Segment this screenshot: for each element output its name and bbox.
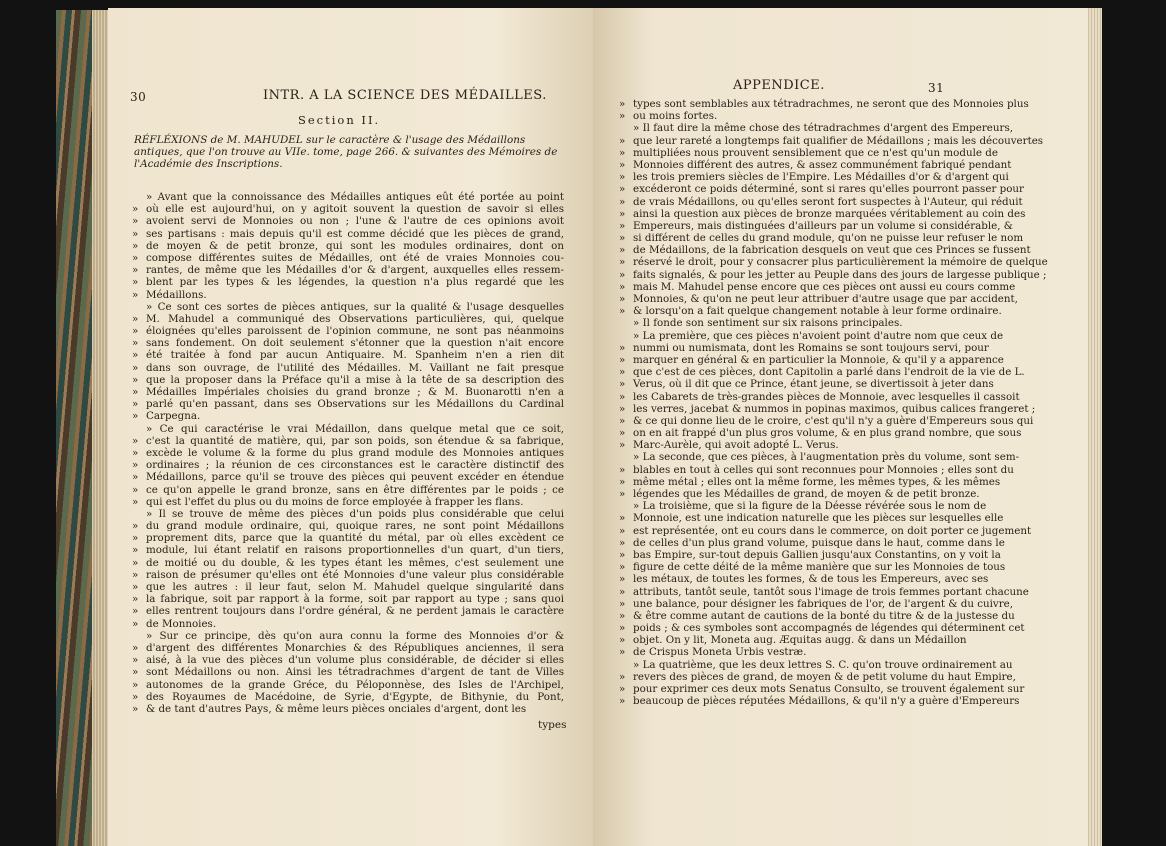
quote-mark: » <box>619 561 626 574</box>
quote-mark: » <box>619 585 626 598</box>
line-text: blables en tout à celles qui sont reconnues pour Monnoies ; elles sont du <box>633 463 1014 476</box>
quote-mark: » <box>132 471 139 484</box>
quote-mark: » <box>132 593 139 606</box>
text-line <box>132 520 564 532</box>
text-line <box>619 500 987 513</box>
text-line <box>619 378 994 391</box>
text-line <box>132 289 564 301</box>
line-text: de celles d'un plus grand volume, puisque dans le haut, comme dans le <box>633 536 1005 549</box>
text-line <box>619 609 1015 622</box>
line-text: aisé, à la vue des pièces d'un volume plus considérable, de décider si elles <box>146 654 564 667</box>
quote-mark: » <box>619 305 626 318</box>
quote-mark: » <box>132 654 139 667</box>
quote-mark: » <box>619 110 626 123</box>
text-line <box>619 402 1036 415</box>
line-text: objet. On y lit, Moneta aug. Æquitas augg. & dans un Médaillon <box>633 634 967 647</box>
text-line <box>132 215 564 227</box>
quote-mark: » <box>619 463 626 476</box>
line-text: Médaillons. <box>146 288 207 301</box>
line-text: qui est l'effet du plus ou du moins de force employée à frapper les flans. <box>146 495 524 508</box>
line-text: Monnoie, est une indication naturelle que les pièces sur lesquelles elle <box>633 512 1004 525</box>
quote-mark: » <box>619 207 626 220</box>
line-text: ce qu'on appelle le grand bronze, sans en être différentes par le poids ; ce <box>146 483 564 496</box>
line-text: proprement dits, parce que la quantité du métal, par où elles excèdent ce <box>146 532 564 545</box>
line-text: Empereurs, mais distinguées d'ailleurs par un volume si considérable, & <box>633 219 1013 232</box>
quote-mark: » <box>619 378 626 391</box>
left-running-head: INTR. A LA SCIENCE DES MÉDAILLES. <box>263 88 547 103</box>
text-line <box>132 374 564 386</box>
text-line <box>619 390 1020 403</box>
right-page-edges <box>1088 8 1102 846</box>
text-line <box>619 634 967 647</box>
quote-mark: » <box>619 98 626 110</box>
text-line <box>619 195 1023 208</box>
line-text: d'argent des différentes Monarchies & des Républiques anciennes, il sera <box>146 641 564 654</box>
line-text: que la proposer dans la Préface qu'il a mise à la tête de sa description des <box>146 373 564 386</box>
quote-mark: » <box>619 341 626 354</box>
text-line <box>619 585 1029 598</box>
quote-mark: » <box>132 556 139 569</box>
text-line <box>619 548 1001 561</box>
text-line <box>132 459 564 471</box>
line-text: M. Mahudel a communiqué des Observations particulières, qui, quelque <box>146 312 564 325</box>
left-body-text <box>132 191 564 715</box>
right-body-text <box>619 98 1048 708</box>
quote-mark: » <box>619 683 626 695</box>
line-text: ainsi la question aux pièces de bronze marquées véritablement au coin des <box>633 207 1026 220</box>
quote-mark: » <box>132 459 139 472</box>
text-line <box>619 439 953 451</box>
quote-mark: » <box>619 597 626 610</box>
quote-mark: » <box>619 695 626 708</box>
line-text: légendes que les Médailles de grand, de moyen & de petit bronze. <box>633 488 980 500</box>
line-text: dans son ouvrage, de l'utilité des Médailles. M. Vaillant ne fait presque <box>146 361 564 374</box>
line-text: & ce qui donne lieu de le croire, c'est qu'il n'y a guère d'Empereurs sous qui <box>633 414 1034 427</box>
text-line <box>619 207 1026 220</box>
text-line <box>619 427 1022 440</box>
text-line <box>132 666 564 678</box>
quote-mark: » <box>132 495 139 508</box>
quote-mark: » <box>619 280 626 293</box>
line-text: une balance, pour désigner les fabriques de l'or, de l'argent & du cuivre, <box>633 597 1014 610</box>
quote-mark: » <box>619 293 626 305</box>
text-line <box>132 276 564 288</box>
text-line <box>619 232 1024 245</box>
quote-mark: » <box>132 666 139 679</box>
text-line <box>619 463 1014 476</box>
quote-mark: » <box>619 366 626 379</box>
line-text: est représentée, ont eu cours dans le commerce, on doit porter ce jugement <box>633 524 1032 537</box>
line-text: » La seconde, que ces pièces, à l'augmentation près du volume, sont sem- <box>633 451 1020 464</box>
quote-mark: » <box>132 434 139 447</box>
quote-mark: » <box>619 524 626 537</box>
line-text: Médailles Impériales choisies du grand bronze ; & M. Buonarotti n'en a <box>146 386 564 398</box>
text-line <box>132 581 564 593</box>
line-text: ou moins fortes. <box>633 110 718 123</box>
text-line <box>132 654 564 666</box>
line-text: » Avant que la connoissance des Médailles antiques eût été portée au point <box>146 191 564 203</box>
line-text: les Cabarets de très-grandes pièces de Monnoie, avec lesquelles il cassoit <box>633 390 1020 403</box>
quote-mark: » <box>619 353 626 366</box>
quote-mark: » <box>132 312 139 325</box>
text-line <box>619 622 1025 635</box>
text-line <box>619 305 1002 318</box>
line-text: les métaux, de toutes les formes, & de tous les Empereurs, avec ses <box>633 573 989 586</box>
quote-mark: » <box>619 171 626 184</box>
quote-mark: » <box>619 548 626 561</box>
text-line <box>619 341 989 354</box>
text-line <box>619 597 1014 610</box>
quote-mark: » <box>619 268 626 281</box>
text-line <box>619 256 1048 269</box>
quote-mark: » <box>132 410 139 423</box>
quote-mark: » <box>132 483 139 496</box>
line-text: de moyen & de petit bronze, qui sont les modules ordinaires, dont on <box>146 239 564 252</box>
text-line <box>619 293 1018 305</box>
line-text: excède le volume & la forme du plus grand module des Monnoies antiques <box>146 446 564 459</box>
right-page <box>593 8 1088 846</box>
line-text: réservé le droit, pour y consacrer plus particulièrement la mémoire de quelque <box>633 256 1048 269</box>
line-text: & de tant d'autres Pays, & même leurs pièces onciales d'argent, dont les <box>146 702 527 715</box>
left-page <box>108 8 593 846</box>
text-line <box>619 317 953 329</box>
text-line <box>132 447 564 459</box>
line-text: de vrais Médaillons, ou qu'elles seront fort suspectes à l'Auteur, qui réduit <box>633 195 1023 208</box>
text-line <box>132 679 564 691</box>
text-line <box>132 703 564 715</box>
right-running-head: APPENDICE. <box>733 78 825 93</box>
line-text: Monnoies différent des autres, & assez communément fabriqué pendant <box>633 158 1012 171</box>
line-text: les trois premiers siècles de l'Empire. Les Médailles d'or & d'argent qui <box>633 171 1009 184</box>
quote-mark: » <box>132 641 139 654</box>
line-text: elles rentrent toujours dans l'ordre général, & ne perdent jamais le caractère <box>146 605 564 618</box>
line-text: sans fondement. On doit seulement s'étonner que la question n'ait encore <box>146 337 564 350</box>
text-line <box>132 337 564 349</box>
quote-mark: » <box>132 227 139 240</box>
line-text: » Il se trouve de même des pièces d'un poids plus considérable que celui <box>146 507 564 520</box>
text-line <box>619 658 1013 671</box>
text-line <box>619 171 1009 184</box>
text-line <box>132 252 564 264</box>
line-text: ordinaires ; la réunion de ces circonstances est le caractère distinctif des <box>146 459 564 472</box>
line-text: attributs, tantôt seule, tantôt sous l'image de trois femmes portant chacune <box>633 585 1029 598</box>
line-text: du grand module ordinaire, qui, quoique rares, ne sont point Médaillons <box>146 520 564 533</box>
quote-mark: » <box>132 203 139 216</box>
text-line <box>132 240 564 252</box>
quote-mark: » <box>132 276 139 289</box>
quote-mark: » <box>132 349 139 362</box>
line-text: la fabrique, soit par rapport à la forme, soit par rapport au type ; sans quoi <box>146 593 564 606</box>
quote-mark: » <box>619 475 626 488</box>
text-line <box>619 475 1001 488</box>
line-text: été traitée à fond par aucun Antiquaire. M. Spanheim n'en a rien dit <box>146 349 564 362</box>
line-text: » La troisième, que si la figure de la Déesse révérée sous le nom de <box>633 500 987 513</box>
text-line <box>132 569 564 581</box>
catchword: types <box>538 719 567 731</box>
text-line <box>619 183 1024 196</box>
line-text: des Royaumes de Macédoine, de Syrie, d'Egypte, de Bithynie, du Pont, <box>146 690 564 703</box>
line-text: ses partisans : mais depuis qu'il est comme décidé que les pièces de grand, <box>146 227 564 240</box>
line-text: beaucoup de pièces réputées Médaillons, & qu'il n'y a guère d'Empereurs <box>633 695 1020 708</box>
text-line <box>619 451 1020 464</box>
text-line <box>132 642 564 654</box>
quote-mark: » <box>132 544 139 557</box>
line-text: que c'est de ces pièces, dont Capitolin a parlé dans l'endroit de la vie de L. <box>633 366 1025 379</box>
line-text: pour exprimer ces deux mots Senatus Consulto, se trouvent également sur <box>633 683 1025 695</box>
quote-mark: » <box>619 256 626 269</box>
text-line <box>619 561 1006 574</box>
quote-mark: » <box>619 219 626 232</box>
quote-mark: » <box>619 402 626 415</box>
text-line <box>619 573 989 586</box>
text-line <box>619 146 998 159</box>
quote-mark: » <box>619 244 626 257</box>
quote-mark: » <box>132 520 139 533</box>
quote-mark: » <box>132 446 139 459</box>
text-line <box>132 496 564 508</box>
quote-mark: » <box>619 609 626 622</box>
line-text: module, lui étant relatif en raisons proportionnelles d'un quart, d'un tiers, <box>146 544 564 557</box>
line-text: » Ce sont ces sortes de pièces antiques, sur la qualité & l'usage desquelles <box>146 300 564 313</box>
line-text: Verus, où il dit que ce Prince, étant jeune, se divertissoit à jeter dans <box>633 378 994 391</box>
section-title: Section II. <box>298 113 381 127</box>
line-text: marquer en général & en particulier la Monnoie, & qu'il y a apparence <box>633 353 1004 366</box>
text-line <box>132 593 564 605</box>
text-line <box>619 366 1025 379</box>
quote-mark: » <box>132 617 139 630</box>
line-text: raison de présumer qu'elles ont été Monnoies d'une valeur plus considérable <box>146 568 564 581</box>
quote-mark: » <box>132 251 139 264</box>
line-text: de moitié ou du double, & les types étant les mêmes, c'est seulement une <box>146 556 564 569</box>
quote-mark: » <box>132 386 139 398</box>
quote-mark: » <box>132 690 139 703</box>
text-line <box>132 191 564 203</box>
line-text: que leur rareté a longtemps fait qualifier de Médaillons ; mais les découvertes <box>633 134 1044 147</box>
text-line <box>132 691 564 703</box>
text-line <box>619 122 1013 135</box>
text-line <box>619 646 953 658</box>
line-text: & être comme autant de cautions de la bonté du titre & de la justesse du <box>633 609 1015 622</box>
text-line <box>132 313 564 325</box>
line-text: » La quatrième, que les deux lettres S. C. qu'on trouve ordinairement au <box>633 658 1013 671</box>
line-text: » Sur ce principe, dès qu'on aura connu la forme des Monnoies d'or & <box>146 629 564 642</box>
text-line <box>619 329 1004 342</box>
line-text: les verres, jacebat & nummos in popinas maximos, quibus calices frangeret ; <box>633 402 1036 415</box>
line-text: Monnoies, & qu'on ne peut leur attribuer d'autre usage que par accident, <box>633 293 1018 305</box>
right-page-number: 31 <box>928 81 945 95</box>
line-text: bas Empire, sur-tout depuis Gallien jusqu'aux Constantins, on y voit la <box>633 548 1001 561</box>
text-line <box>132 557 564 569</box>
text-line <box>619 219 1013 232</box>
line-text: de Monnoies. <box>146 617 217 630</box>
text-line <box>619 158 1012 171</box>
quote-mark: » <box>132 325 139 338</box>
line-text: blent par les types & les légendes, la question n'a plus regardé que les <box>146 276 564 289</box>
text-line <box>619 134 1044 147</box>
line-text: si différent de celles du grand module, qu'on ne puisse leur refuser le nom <box>633 232 1024 245</box>
quote-mark: » <box>619 183 626 196</box>
quote-mark: » <box>619 536 626 549</box>
text-line <box>132 484 564 496</box>
line-text: même métal ; elles ont la même forme, les mêmes types, & les mêmes <box>633 475 1001 488</box>
line-text: compose différentes suites de Médailles, ont été de vraies Monnoies cou- <box>146 251 564 264</box>
line-text: » Il fonde son sentiment sur six raisons principales. <box>633 317 903 330</box>
line-text: éloignées qu'elles paroissent de l'opinion commune, ne sont pas néanmoins <box>146 325 564 338</box>
quote-mark: » <box>132 264 139 277</box>
intro-heading: RÉFLÉXIONS de M. MAHUDEL sur le caractère & l'usage des Médaillons antiques, que l'on trouve au VIIe. tome, page 266. & suivantes des Mémoires de l'Académie des Inscriptions. <box>134 134 558 170</box>
line-text: faits signalés, & pour les jetter au Peuple dans des jours de largesse publique ; <box>633 268 1047 281</box>
quote-mark: » <box>132 398 139 411</box>
line-text: que les autres : il leur faut, selon M. Mahudel quelque singularité dans <box>146 581 564 593</box>
quote-mark: » <box>619 134 626 147</box>
text-line <box>132 301 564 313</box>
line-text: c'est la quantité de matière, qui, par son poids, son étendue & sa fabrique, <box>146 434 564 447</box>
line-text: » Il faut dire la même chose des tétradrachmes d'argent des Empereurs, <box>633 122 1013 135</box>
line-text: de Médaillons, de la fabrication desquels on veut que ces Princes se fussent <box>633 244 1031 257</box>
text-line <box>619 353 1004 366</box>
quote-mark: » <box>132 568 139 581</box>
text-line <box>619 244 1031 257</box>
line-text: Médaillons, parce qu'il se trouve des pièces qui peuvent excéder en étendue <box>146 471 564 484</box>
line-text: on en ait frappé d'un plus gros volume, & en plus grand nombre, que sous <box>633 427 1022 440</box>
quote-mark: » <box>619 439 626 452</box>
quote-mark: » <box>619 512 626 525</box>
quote-mark: » <box>132 702 139 715</box>
text-line <box>132 544 564 556</box>
text-line <box>132 362 564 374</box>
line-text: autonomes de la grande Gréce, du Péloponnèse, des Isles de l'Archipel, <box>146 678 564 691</box>
quote-mark: » <box>619 622 626 635</box>
text-line <box>132 435 564 447</box>
line-text: sont Médaillons ou non. Ainsi les tétradrachmes d'argent de tant de Villes <box>146 666 564 679</box>
line-text: rantes, de même que les Médailles d'or & d'argent, auxquelles elles ressem- <box>146 264 564 277</box>
quote-mark: » <box>619 670 626 683</box>
quote-mark: » <box>619 488 626 500</box>
text-line <box>132 618 564 630</box>
line-text: multipliées nous prouvent sensiblement que ce n'est qu'un module de <box>633 146 998 159</box>
quote-mark: » <box>619 146 626 159</box>
quote-mark: » <box>132 605 139 618</box>
line-text: revers des pièces de grand, de moyen & de petit volume du haut Empire, <box>633 670 1016 683</box>
line-text: nummi ou numismata, dont les Romains se sont toujours servi, pour <box>633 341 989 354</box>
quote-mark: » <box>132 532 139 545</box>
text-line <box>619 695 1020 708</box>
text-line <box>132 264 564 276</box>
text-line <box>132 630 564 642</box>
text-line <box>619 683 1025 695</box>
text-line <box>619 268 1047 281</box>
quote-mark: » <box>619 158 626 171</box>
line-text: types sont semblables aux tétradrachmes, ne seront que des Monnoies plus <box>633 98 1029 110</box>
quote-mark: » <box>132 581 139 593</box>
quote-mark: » <box>132 288 139 301</box>
line-text: de Crispus Moneta Urbis vestræ. <box>633 646 807 659</box>
text-line <box>619 110 953 122</box>
text-line <box>619 536 1005 549</box>
text-line <box>132 203 564 215</box>
quote-mark: » <box>132 337 139 350</box>
text-line <box>619 512 1004 525</box>
quote-mark: » <box>132 373 139 386</box>
line-text: parlé qu'en passant, dans ses Observations sur les Médaillons du Cardinal <box>146 398 564 411</box>
line-text: où elle est aujourd'hui, on y agitoit souvent la question de savoir si elles <box>146 203 564 216</box>
text-line <box>619 670 1016 683</box>
line-text: excéderont ce poids déterminé, sont si rares qu'elles pourront passer pour <box>633 183 1024 196</box>
line-text: mais M. Mahudel pense encore que ces pièces ont aussi eu cours comme <box>633 280 1016 293</box>
line-text: Carpegna. <box>146 410 201 423</box>
quote-mark: » <box>619 573 626 586</box>
text-line <box>132 398 564 410</box>
quote-mark: » <box>619 390 626 403</box>
text-line <box>619 98 1029 110</box>
quote-mark: » <box>619 634 626 647</box>
line-text: » La première, que ces pièces n'avoient point d'autre nom que ceux de <box>633 329 1004 342</box>
text-line <box>132 471 564 483</box>
text-line <box>132 349 564 361</box>
quote-mark: » <box>132 678 139 691</box>
line-text: poids ; & ces symboles sont accompagnés de légendes qui déterminent cet <box>633 622 1025 635</box>
quote-mark: » <box>619 232 626 245</box>
text-line <box>619 280 1016 293</box>
text-line <box>132 423 564 435</box>
line-text: & lorsqu'on a fait quelque changement notable à leur forme ordinaire. <box>633 305 1002 318</box>
line-text: Marc-Aurèle, qui avoit adopté L. Verus. <box>633 439 839 452</box>
text-line <box>619 524 1032 537</box>
quote-mark: » <box>132 361 139 374</box>
text-line <box>132 508 564 520</box>
text-line <box>132 532 564 544</box>
line-text: » Ce qui caractérise le vrai Médaillon, dans quelque metal que ce soit, <box>146 422 564 435</box>
text-line <box>132 325 564 337</box>
line-text: figure de cette déité de la même manière que sur les Monnoies de tous <box>633 561 1006 574</box>
quote-mark: » <box>132 239 139 252</box>
text-line <box>132 410 564 422</box>
quote-mark: » <box>619 646 626 659</box>
quote-mark: » <box>619 195 626 208</box>
quote-mark: » <box>619 427 626 440</box>
left-page-number: 30 <box>130 90 147 104</box>
text-line <box>132 605 564 617</box>
text-line <box>132 386 564 398</box>
text-line <box>132 228 564 240</box>
quote-mark: » <box>132 215 139 228</box>
quote-mark: » <box>619 414 626 427</box>
text-line <box>619 414 1034 427</box>
text-line <box>619 488 980 500</box>
line-text: avoient servi de Monnoies ou non ; l'une & l'autre de ces opinions avoit <box>146 215 564 228</box>
